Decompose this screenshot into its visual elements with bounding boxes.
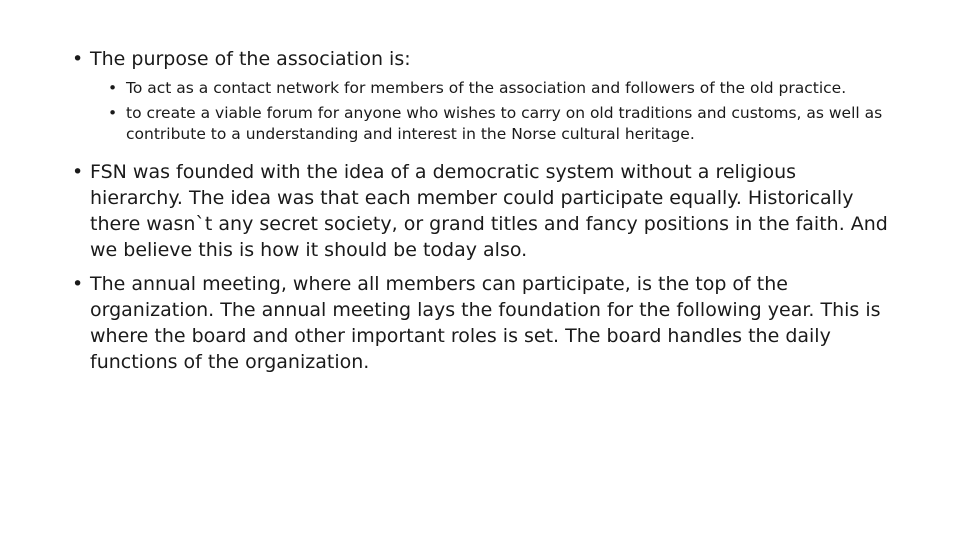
bullet-item-founding xyxy=(72,159,892,263)
bullet-item-annual-meeting xyxy=(72,271,892,375)
sub-bullet-text: to create a viable forum for anyone who wishes to carry on old traditions and customs, as well as contribute to a understanding and interest in the Norse cultural heritage. xyxy=(126,104,883,143)
sub-bullet-item xyxy=(108,103,892,145)
sub-bullet-list xyxy=(90,78,892,145)
bullet-text: The purpose of the association is: xyxy=(90,48,411,70)
bullet-item-purpose xyxy=(72,46,892,145)
sub-bullet-item xyxy=(108,78,892,99)
bullet-text: FSN was founded with the idea of a democratic system without a religious hierarchy. The idea was that each member could participate equally. Historically there wasn`t any secret society, or grand titles and fancy positions in the faith. And we believe this is how it should be today also. xyxy=(90,161,888,261)
bullet-list xyxy=(72,46,892,383)
bullet-text: The annual meeting, where all members can participate, is the top of the organization. The annual meeting lays the foundation for the following year. This is where the board and other important roles is set. The board handles the daily functions of the organization. xyxy=(90,273,881,373)
sub-bullet-text: To act as a contact network for members of the association and followers of the old practice. xyxy=(126,79,847,97)
